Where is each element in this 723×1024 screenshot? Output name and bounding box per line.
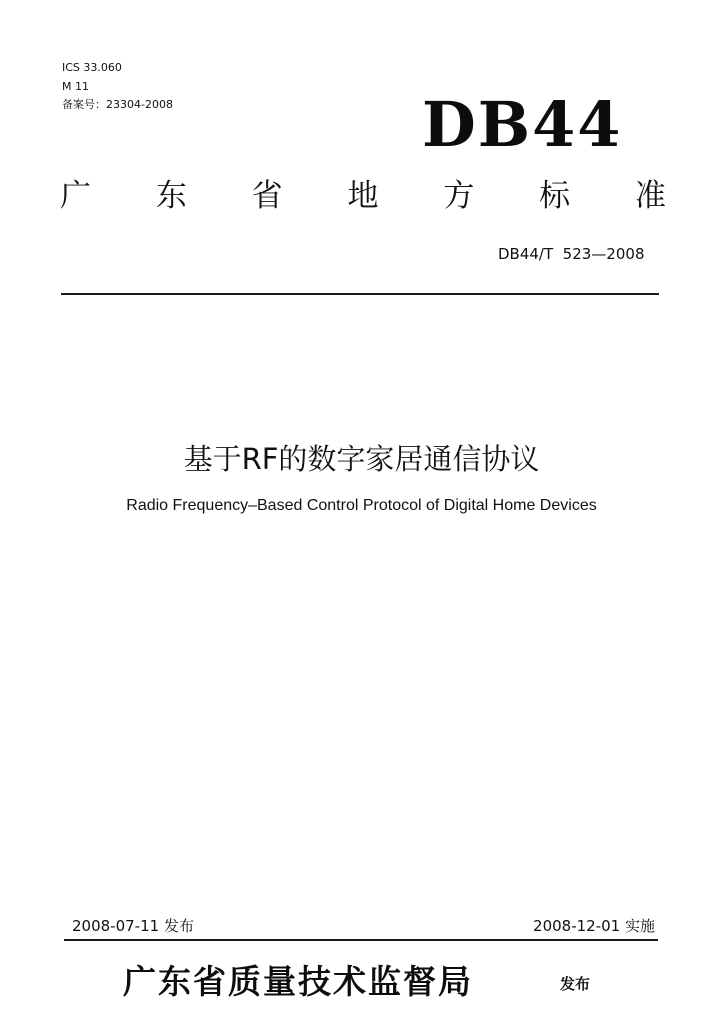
standard-type-char: 地 (347, 178, 379, 214)
document-title-chinese: 基于RF的数字家居通信协议 (183, 442, 540, 476)
publish-label: 发布 (560, 975, 591, 993)
standard-logo: DB44 (422, 88, 623, 161)
standard-type-char: 省 (251, 178, 283, 214)
publisher-name: 广东省质量技术监督局 (123, 962, 473, 1001)
standard-type-char: 方 (443, 178, 475, 214)
bottom-divider (64, 939, 658, 941)
standard-code: DB44/T 523—2008 (498, 245, 645, 263)
implementation-date: 2008-12-01 实施 (533, 917, 655, 935)
filing-number: 备案号：23304-2008 (62, 98, 173, 111)
issue-date: 2008-07-11 发布 (72, 917, 194, 935)
ics-code: ICS 33.060 (62, 61, 122, 74)
document-title-english: Radio Frequency–Based Control Protocol of Digital Home Devices (126, 497, 597, 514)
standard-type-char: 标 (539, 178, 571, 214)
standard-type-heading (60, 178, 666, 214)
standard-type-char: 东 (155, 178, 187, 214)
classification-code: M 11 (62, 80, 89, 93)
top-divider (61, 293, 659, 295)
standard-type-char: 准 (634, 178, 666, 214)
standard-type-char: 广 (60, 178, 91, 214)
